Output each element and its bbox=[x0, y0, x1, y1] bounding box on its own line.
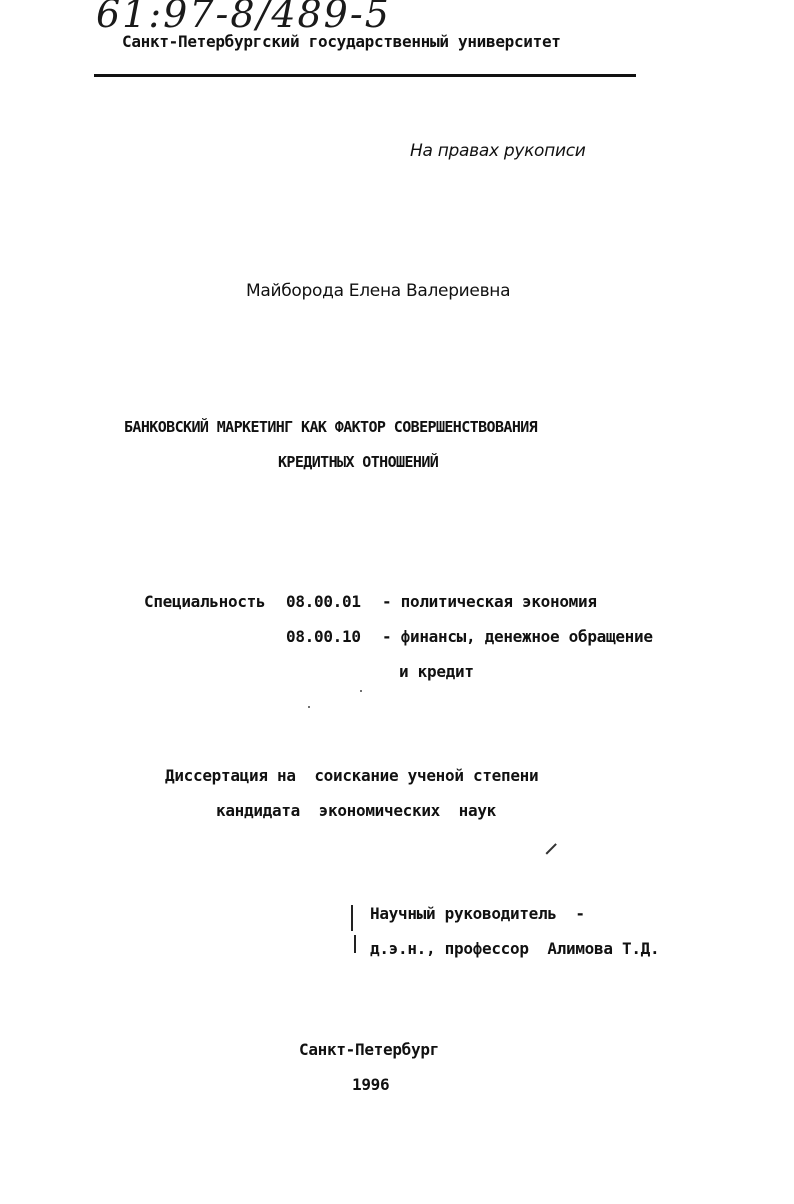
title-line-1: БАНКОВСКИЙ МАРКЕТИНГ КАК ФАКТОР СОВЕРШЕНСТВОВАНИЯ bbox=[124, 418, 538, 436]
specialty-code-1: 08.00.01 bbox=[286, 592, 361, 611]
year: 1996 bbox=[352, 1075, 390, 1094]
specialty-name-1: - политическая экономия bbox=[382, 592, 597, 611]
specialty-code-2: 08.00.10 bbox=[286, 627, 361, 646]
supervisor-line-2: д.э.н., профессор Алимова Т.Д. bbox=[370, 939, 660, 958]
university-name: Санкт-Петербургский государственный университет bbox=[122, 32, 561, 51]
title-line-2: КРЕДИТНЫХ ОТНОШЕНИЙ bbox=[278, 453, 439, 471]
specialty-label: Специальность bbox=[144, 592, 266, 611]
speck bbox=[360, 690, 362, 692]
speck bbox=[308, 706, 310, 708]
manuscript-note: На правах рукописи bbox=[410, 141, 586, 161]
supervisor-line-1: Научный руководитель - bbox=[370, 904, 585, 923]
header-rule bbox=[94, 74, 636, 77]
city: Санкт-Петербург bbox=[299, 1040, 439, 1059]
specialty-name-2-continued: и кредит bbox=[399, 662, 474, 681]
margin-mark-2 bbox=[354, 935, 356, 953]
specialty-name-2: - финансы, денежное обращение bbox=[382, 627, 653, 646]
pen-mark bbox=[546, 843, 557, 854]
author-name: Майборода Елена Валериевна bbox=[246, 281, 511, 301]
handwritten-shelfmark: 61:97-8/489-5 bbox=[96, 0, 391, 36]
dissertation-line-1: Диссертация на соискание ученой степени bbox=[165, 766, 539, 785]
margin-mark-1 bbox=[351, 905, 353, 931]
dissertation-line-2: кандидата экономических наук bbox=[216, 801, 496, 820]
